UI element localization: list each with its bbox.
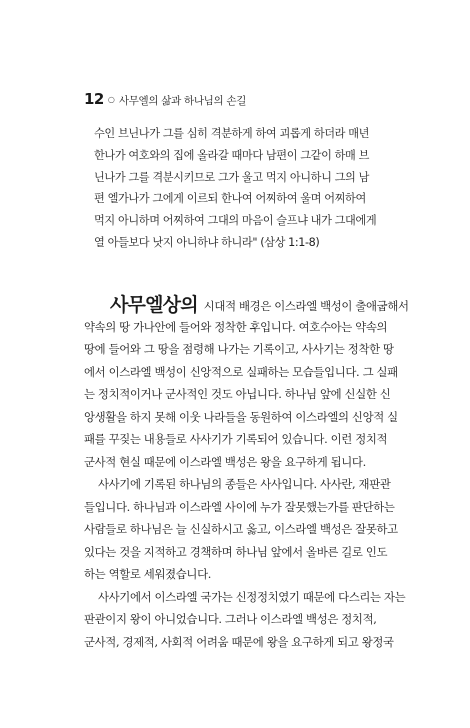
body-line: 들입니다. 하나님과 이스라엘 사이에 누가 잘못했는가를 판단하는 [84, 499, 395, 514]
body-line: 판관이지 왕이 아니었습니다. 그러나 이스라엘 백성은 정치적, [84, 612, 377, 626]
body-line: 약속의 땅 가나안에 들어와 정착한 후입니다. 여호수아는 약속의 [84, 319, 388, 334]
body-line: 사람들로 하나님은 늘 신실하시고 옳고, 이스라엘 백성은 잘못하고 [84, 522, 398, 536]
paragraph-1-first-line [84, 293, 420, 316]
quote-line: 열 아들보다 낫지 아니하냐 하니라" (삼상 1:1-8) [94, 235, 320, 249]
body-text [84, 293, 420, 653]
quote-line: 수인 브닌나가 그를 심히 격분하게 하여 괴롭게 하더라 매년 [94, 127, 370, 140]
body-line: 앙생활을 하지 못해 이웃 나라들을 동원하여 이스라엘의 신앙적 실 [84, 409, 398, 424]
body-line: 는 정치적이거나 군사적인 것도 아닙니다. 하나님 앞에 신실한 신 [84, 387, 391, 401]
quote-line: 먹지 아니하며 어찌하여 그대의 마음이 슬프냐 내가 그대에게 [94, 214, 377, 228]
body-line: 시대적 배경은 이스라엘 백성이 출애굽해서 [203, 299, 409, 313]
body-line: 군사적 현실 때문에 이스라엘 백성은 왕을 요구하게 됩니다. [84, 454, 366, 469]
body-line: 있다는 것을 지적하고 경책하며 하나님 앞에서 올바른 길로 인도 [84, 544, 388, 559]
body-line: 하는 역할로 세워졌습니다. [84, 567, 211, 581]
header-separator-icon: ○ [107, 95, 115, 104]
running-header [84, 90, 246, 108]
scripture-quote [94, 123, 414, 254]
page-number: 12 [84, 90, 104, 108]
body-line: 사사기에 기록된 하나님의 종들은 사사입니다. 사사란, 재판관 [98, 477, 391, 491]
body-line: 군사적, 경제적, 사회적 어려움 때문에 왕을 요구하게 되고 왕정국 [84, 634, 394, 649]
body-line: 에서 이스라엘 백성이 신앙적으로 실패하는 모습들입니다. 그 실패 [84, 364, 398, 379]
body-line: 사사기에서 이스라엘 국가는 신정정치였기 때문에 다스리는 자는 [98, 589, 406, 604]
quote-line: 편 엘가나가 그에게 이르되 한나여 어찌하여 울며 어찌하여 [94, 192, 366, 206]
body-line: 땅에 들어와 그 땅을 점령해 나가는 기록이고, 사사기는 정착한 땅 [84, 342, 394, 356]
quote-line: 한나가 여호와의 집에 올라갈 때마다 남편이 그같이 하매 브 [94, 148, 370, 162]
running-title: 사무엘의 삶과 하나님의 손길 [118, 95, 247, 107]
body-line: 패를 꾸짖는 내용들로 사사기가 기록되어 있습니다. 이런 정치적 [84, 432, 388, 446]
quote-line: 닌나가 그를 격분시키므로 그가 울고 먹지 아니하니 그의 남 [94, 170, 370, 184]
lead-word: 사무엘상의 [110, 294, 198, 316]
